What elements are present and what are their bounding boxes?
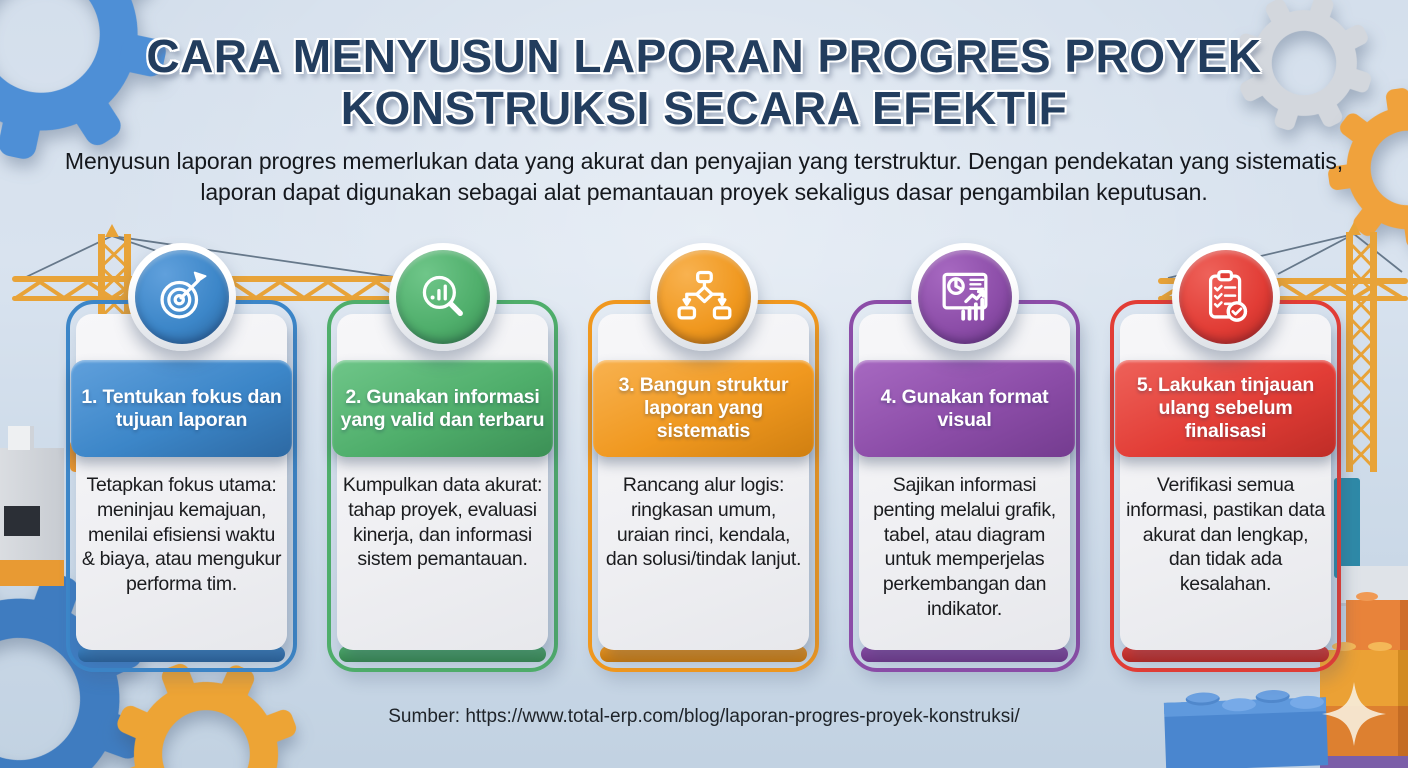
step-description: Tetapkan fokus utama: meninjau kemajuan, menilai efisiensi waktu & biaya, atau mengukur performa tim. xyxy=(81,474,282,595)
step-icon-ring xyxy=(128,243,236,351)
building-block xyxy=(0,448,64,560)
building-cube xyxy=(8,426,34,450)
step-description: Sajikan informasi penting melalui grafik, tabel, atau diagram untuk memperjelas perkembangan dan indikator. xyxy=(873,474,1056,620)
card-body-panel xyxy=(598,314,809,650)
title-line-2: KONSTRUKSI SECARA EFEKTIF xyxy=(340,82,1068,135)
card-body-panel xyxy=(337,314,548,650)
checklist-icon xyxy=(1179,250,1273,344)
building-band xyxy=(0,560,64,586)
subtitle: Menyusun laporan progres memerlukan data yang akurat dan penyajian yang terstruktur. Dengan pendekatan yang sistematis, laporan dapat digunakan sebagai alat pemantauan proyek sekaligus dasar pengambilan keputusan. xyxy=(64,148,1344,206)
step-title-badge xyxy=(71,360,292,457)
step-card-3 xyxy=(588,300,819,672)
title-line-1: CARA MENYUSUN LAPORAN PROGRES PROYEK xyxy=(146,30,1262,82)
step-title-badge xyxy=(593,360,814,457)
step-description: Rancang alur logis: ringkasan umum, uraian rinci, kendala, dan solusi/tindak lanjut. xyxy=(605,474,802,571)
step-card-2 xyxy=(327,300,558,672)
step-title-badge xyxy=(1115,360,1336,457)
chart-board-icon xyxy=(918,250,1012,344)
flowchart-icon xyxy=(657,250,751,344)
step-card-5 xyxy=(1110,300,1341,672)
step-card-1 xyxy=(66,300,297,672)
step-card-4 xyxy=(849,300,1080,672)
step-title: 1. Tentukan fokus dan tujuan laporan xyxy=(81,385,282,431)
lego-purple-brick xyxy=(1320,756,1408,768)
step-title: 5. Lakukan tinjauan ulang sebelum finalisasi xyxy=(1136,374,1315,442)
card-body-panel xyxy=(76,314,287,650)
step-icon-ring xyxy=(911,243,1019,351)
step-title: 4. Gunakan format visual xyxy=(880,385,1049,431)
target-icon xyxy=(135,250,229,344)
source-attribution: Sumber: https://www.total-erp.com/blog/laporan-progres-proyek-konstruksi/ xyxy=(388,706,1020,727)
card-body-panel xyxy=(859,314,1070,650)
page-title xyxy=(0,30,1408,135)
step-description: Verifikasi semua informasi, pastikan data akurat dan lengkap, dan tidak ada kesalahan. xyxy=(1126,474,1325,595)
step-title: 2. Gunakan informasi yang valid dan terbaru xyxy=(340,385,545,431)
step-title-badge xyxy=(854,360,1075,457)
steps-row xyxy=(66,300,1342,672)
step-title: 3. Bangun struktur laporan yang sistematis xyxy=(618,374,789,442)
building-window xyxy=(4,506,40,536)
card-body-panel xyxy=(1120,314,1331,650)
step-icon-ring xyxy=(650,243,758,351)
step-icon-ring xyxy=(1172,243,1280,351)
step-description: Kumpulkan data akurat: tahap proyek, evaluasi kinerja, dan informasi sistem pemantauan. xyxy=(342,474,543,571)
step-icon-ring xyxy=(389,243,497,351)
step-title-badge xyxy=(332,360,553,457)
magnifier-chart-icon xyxy=(396,250,490,344)
